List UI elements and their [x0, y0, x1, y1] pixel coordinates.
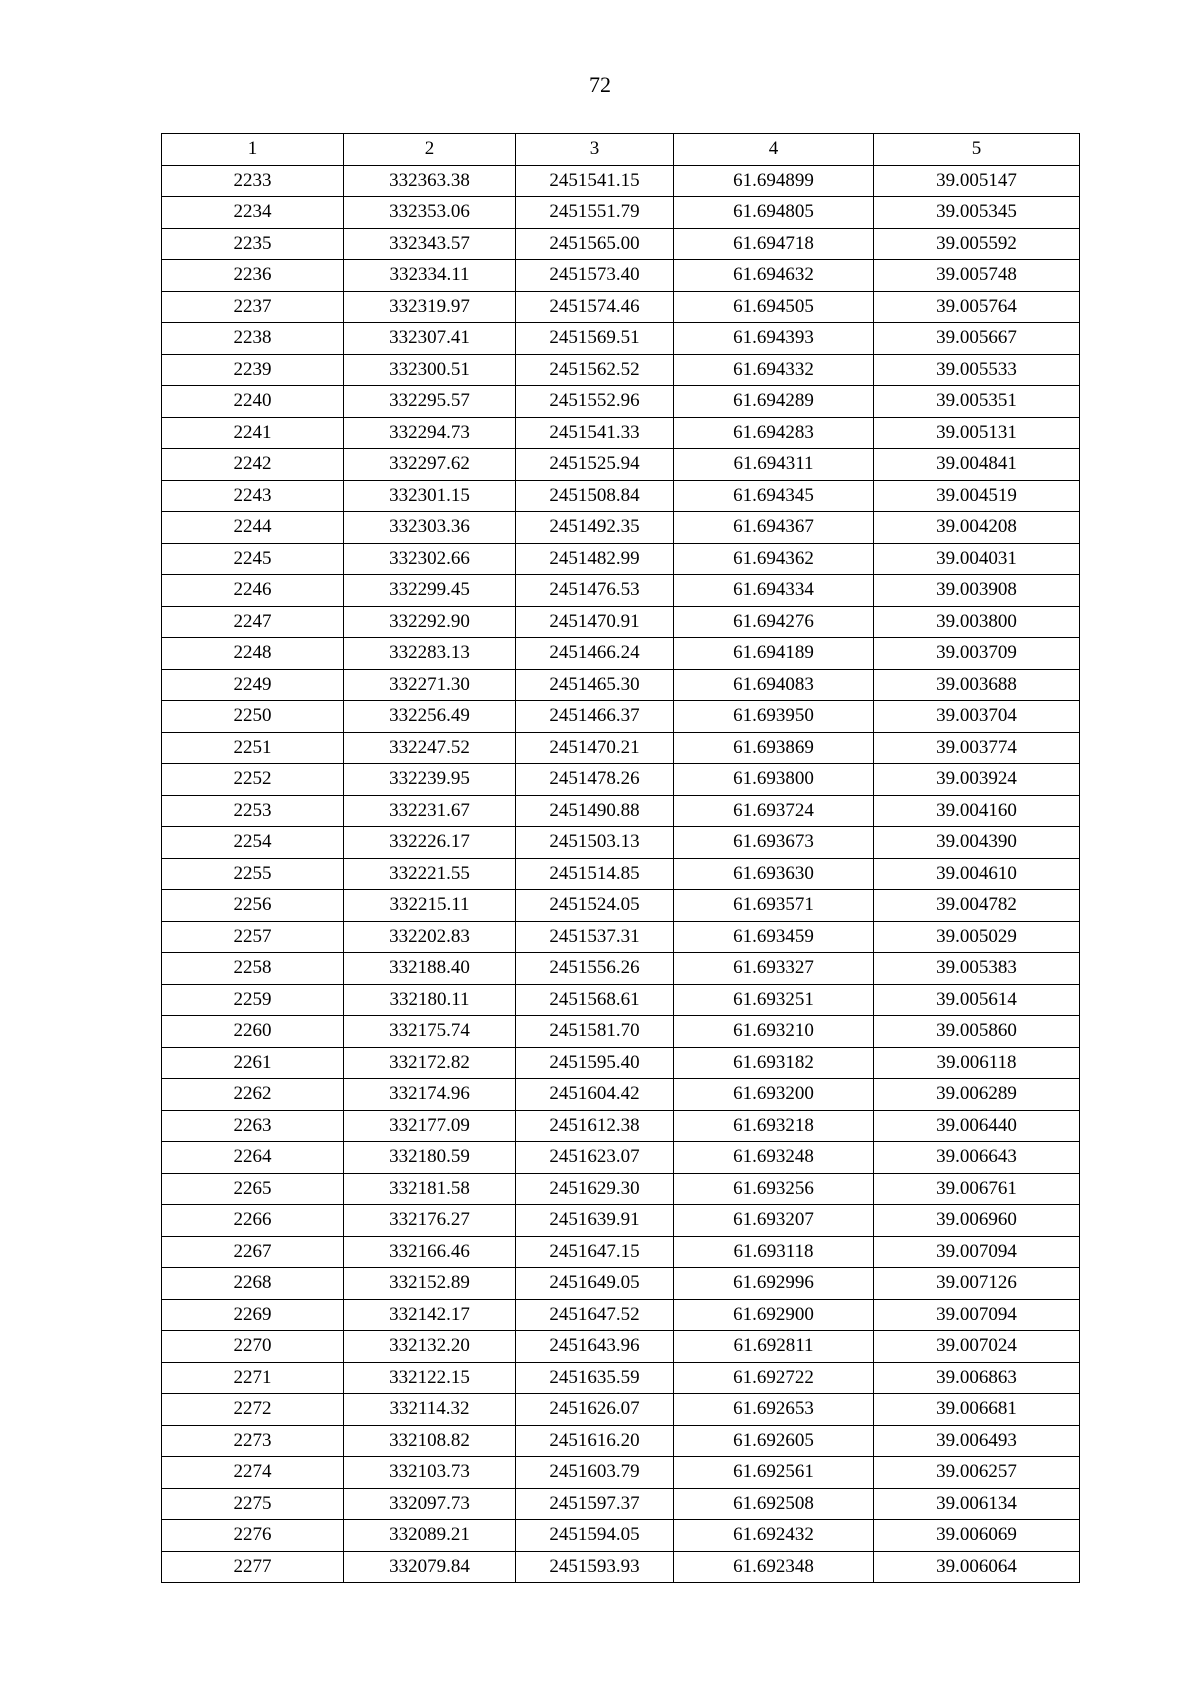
table-cell: 39.004031 — [874, 543, 1080, 575]
table-cell: 2242 — [162, 449, 344, 481]
table-cell: 332300.51 — [344, 354, 516, 386]
table-cell: 2276 — [162, 1520, 344, 1552]
table-cell: 332319.97 — [344, 291, 516, 323]
table-cell: 61.693950 — [674, 701, 874, 733]
table-cell: 332097.73 — [344, 1488, 516, 1520]
table-cell: 61.694083 — [674, 669, 874, 701]
table-cell: 2451492.35 — [516, 512, 674, 544]
table-cell: 39.005764 — [874, 291, 1080, 323]
table-cell: 39.007126 — [874, 1268, 1080, 1300]
table-cell: 2245 — [162, 543, 344, 575]
table-cell: 332302.66 — [344, 543, 516, 575]
table-cell: 332174.96 — [344, 1079, 516, 1111]
table-row — [162, 921, 1080, 953]
table-cell: 332297.62 — [344, 449, 516, 481]
table-cell: 61.694311 — [674, 449, 874, 481]
table-cell: 2274 — [162, 1457, 344, 1489]
table-cell: 39.004208 — [874, 512, 1080, 544]
table-cell: 61.694362 — [674, 543, 874, 575]
table-cell: 2451541.15 — [516, 165, 674, 197]
table-cell: 332089.21 — [344, 1520, 516, 1552]
table-row — [162, 732, 1080, 764]
table-cell: 2451597.37 — [516, 1488, 674, 1520]
table-cell: 61.694189 — [674, 638, 874, 670]
table-cell: 332188.40 — [344, 953, 516, 985]
table-cell: 61.694332 — [674, 354, 874, 386]
table-cell: 2451612.38 — [516, 1110, 674, 1142]
table-cell: 39.006440 — [874, 1110, 1080, 1142]
table-cell: 2451639.91 — [516, 1205, 674, 1237]
table-cell: 2451466.24 — [516, 638, 674, 670]
table-row — [162, 323, 1080, 355]
table-cell: 332239.95 — [344, 764, 516, 796]
table-cell: 39.006960 — [874, 1205, 1080, 1237]
table-cell: 61.693327 — [674, 953, 874, 985]
table-cell: 2254 — [162, 827, 344, 859]
table-cell: 2265 — [162, 1173, 344, 1205]
column-header: 4 — [674, 134, 874, 166]
table-row — [162, 197, 1080, 229]
table-cell: 39.007024 — [874, 1331, 1080, 1363]
table-cell: 2451647.52 — [516, 1299, 674, 1331]
table-cell: 332079.84 — [344, 1551, 516, 1583]
table-cell: 61.694805 — [674, 197, 874, 229]
table-cell: 39.006289 — [874, 1079, 1080, 1111]
table-row — [162, 1236, 1080, 1268]
column-header: 1 — [162, 134, 344, 166]
table-cell: 2451490.88 — [516, 795, 674, 827]
table-cell: 2270 — [162, 1331, 344, 1363]
table-cell: 332215.11 — [344, 890, 516, 922]
table-row — [162, 1425, 1080, 1457]
table-cell: 2451556.26 — [516, 953, 674, 985]
table-cell: 39.005383 — [874, 953, 1080, 985]
table-cell: 2451524.05 — [516, 890, 674, 922]
table-cell: 332256.49 — [344, 701, 516, 733]
table-cell: 2451568.61 — [516, 984, 674, 1016]
table-cell: 2266 — [162, 1205, 344, 1237]
table-cell: 39.005029 — [874, 921, 1080, 953]
table-cell: 39.005345 — [874, 197, 1080, 229]
table-cell: 332231.67 — [344, 795, 516, 827]
table-cell: 2250 — [162, 701, 344, 733]
table-cell: 61.692561 — [674, 1457, 874, 1489]
table-cell: 39.004610 — [874, 858, 1080, 890]
table-cell: 2277 — [162, 1551, 344, 1583]
table-cell: 2236 — [162, 260, 344, 292]
table-cell: 2252 — [162, 764, 344, 796]
table-cell: 332108.82 — [344, 1425, 516, 1457]
table-cell: 2258 — [162, 953, 344, 985]
table-cell: 39.006064 — [874, 1551, 1080, 1583]
table-cell: 39.004390 — [874, 827, 1080, 859]
table-cell: 39.006681 — [874, 1394, 1080, 1426]
table-cell: 2451616.20 — [516, 1425, 674, 1457]
table-cell: 332294.73 — [344, 417, 516, 449]
table-row — [162, 291, 1080, 323]
table-cell: 2239 — [162, 354, 344, 386]
table-row — [162, 984, 1080, 1016]
table-row — [162, 1079, 1080, 1111]
table-cell: 39.005667 — [874, 323, 1080, 355]
table-header-row — [162, 134, 1080, 166]
table-cell: 61.694899 — [674, 165, 874, 197]
table-cell: 39.004519 — [874, 480, 1080, 512]
table-cell: 61.694289 — [674, 386, 874, 418]
table-cell: 39.005860 — [874, 1016, 1080, 1048]
table-cell: 39.005592 — [874, 228, 1080, 260]
table-row — [162, 1142, 1080, 1174]
table-cell: 2451482.99 — [516, 543, 674, 575]
table-cell: 2263 — [162, 1110, 344, 1142]
table-cell: 2451573.40 — [516, 260, 674, 292]
table-row — [162, 386, 1080, 418]
table-cell: 332221.55 — [344, 858, 516, 890]
table-cell: 2451647.15 — [516, 1236, 674, 1268]
table-cell: 2259 — [162, 984, 344, 1016]
table-cell: 2256 — [162, 890, 344, 922]
table-cell: 332283.13 — [344, 638, 516, 670]
table-cell: 39.003704 — [874, 701, 1080, 733]
table-cell: 2260 — [162, 1016, 344, 1048]
table-cell: 2451595.40 — [516, 1047, 674, 1079]
table-cell: 39.005748 — [874, 260, 1080, 292]
table-cell: 61.693459 — [674, 921, 874, 953]
table-cell: 332103.73 — [344, 1457, 516, 1489]
table-cell: 2451565.00 — [516, 228, 674, 260]
table-cell: 39.005351 — [874, 386, 1080, 418]
table-row — [162, 701, 1080, 733]
table-cell: 332202.83 — [344, 921, 516, 953]
table-cell: 2261 — [162, 1047, 344, 1079]
table-cell: 61.694632 — [674, 260, 874, 292]
table-row — [162, 1047, 1080, 1079]
table-cell: 2451562.52 — [516, 354, 674, 386]
table-cell: 61.692811 — [674, 1331, 874, 1363]
table-cell: 2451629.30 — [516, 1173, 674, 1205]
table-cell: 2451574.46 — [516, 291, 674, 323]
table-cell: 61.693869 — [674, 732, 874, 764]
table-cell: 2451581.70 — [516, 1016, 674, 1048]
table-cell: 39.006643 — [874, 1142, 1080, 1174]
table-cell: 39.006863 — [874, 1362, 1080, 1394]
table-cell: 61.693118 — [674, 1236, 874, 1268]
table-cell: 61.692605 — [674, 1425, 874, 1457]
table-cell: 332334.11 — [344, 260, 516, 292]
table-cell: 39.005131 — [874, 417, 1080, 449]
table-cell: 2255 — [162, 858, 344, 890]
table-cell: 61.693200 — [674, 1079, 874, 1111]
table-cell: 61.694718 — [674, 228, 874, 260]
table-cell: 61.692432 — [674, 1520, 874, 1552]
table-row — [162, 764, 1080, 796]
table-cell: 2451478.26 — [516, 764, 674, 796]
table-cell: 332271.30 — [344, 669, 516, 701]
table-cell: 61.692653 — [674, 1394, 874, 1426]
table-cell: 2451569.51 — [516, 323, 674, 355]
table-cell: 61.694334 — [674, 575, 874, 607]
table-cell: 39.003709 — [874, 638, 1080, 670]
table-row — [162, 953, 1080, 985]
table-row — [162, 1016, 1080, 1048]
table-row — [162, 606, 1080, 638]
table-cell: 61.694393 — [674, 323, 874, 355]
table-cell: 2272 — [162, 1394, 344, 1426]
table-cell: 61.692900 — [674, 1299, 874, 1331]
table-cell: 2248 — [162, 638, 344, 670]
table-cell: 332292.90 — [344, 606, 516, 638]
table-cell: 39.004782 — [874, 890, 1080, 922]
table-cell: 2246 — [162, 575, 344, 607]
table-cell: 2451551.79 — [516, 197, 674, 229]
table-cell: 2451593.93 — [516, 1551, 674, 1583]
table-row — [162, 1110, 1080, 1142]
table-cell: 2235 — [162, 228, 344, 260]
table-cell: 2451537.31 — [516, 921, 674, 953]
table-row — [162, 795, 1080, 827]
table-cell: 61.694505 — [674, 291, 874, 323]
table-row — [162, 1457, 1080, 1489]
table-row — [162, 260, 1080, 292]
table-cell: 2234 — [162, 197, 344, 229]
table-cell: 61.693210 — [674, 1016, 874, 1048]
table-cell: 332303.36 — [344, 512, 516, 544]
table-cell: 2233 — [162, 165, 344, 197]
table-cell: 39.003800 — [874, 606, 1080, 638]
table-cell: 332180.59 — [344, 1142, 516, 1174]
table-cell: 332166.46 — [344, 1236, 516, 1268]
table-row — [162, 1268, 1080, 1300]
table-cell: 332299.45 — [344, 575, 516, 607]
column-header: 2 — [344, 134, 516, 166]
table-cell: 61.693673 — [674, 827, 874, 859]
table-cell: 2240 — [162, 386, 344, 418]
table-row — [162, 1173, 1080, 1205]
table-cell: 2257 — [162, 921, 344, 953]
table-cell: 39.006493 — [874, 1425, 1080, 1457]
table-cell: 39.005533 — [874, 354, 1080, 386]
table-row — [162, 1331, 1080, 1363]
table-cell: 39.006118 — [874, 1047, 1080, 1079]
table-cell: 332226.17 — [344, 827, 516, 859]
coordinates-table — [161, 133, 1080, 1583]
table-cell: 2451503.13 — [516, 827, 674, 859]
table-cell: 39.005147 — [874, 165, 1080, 197]
table-row — [162, 1205, 1080, 1237]
table-cell: 332172.82 — [344, 1047, 516, 1079]
table-cell: 61.693218 — [674, 1110, 874, 1142]
table-cell: 332247.52 — [344, 732, 516, 764]
table-cell: 61.692348 — [674, 1551, 874, 1583]
table-cell: 61.693207 — [674, 1205, 874, 1237]
table-cell: 61.693724 — [674, 795, 874, 827]
table-cell: 2241 — [162, 417, 344, 449]
table-cell: 332175.74 — [344, 1016, 516, 1048]
table-cell: 61.693182 — [674, 1047, 874, 1079]
table-cell: 2451476.53 — [516, 575, 674, 607]
table-cell: 2451626.07 — [516, 1394, 674, 1426]
table-row — [162, 827, 1080, 859]
table-cell: 61.694367 — [674, 512, 874, 544]
table-cell: 39.003924 — [874, 764, 1080, 796]
table-row — [162, 1520, 1080, 1552]
table-row — [162, 543, 1080, 575]
table-cell: 2269 — [162, 1299, 344, 1331]
table-cell: 2451649.05 — [516, 1268, 674, 1300]
table-cell: 39.003774 — [874, 732, 1080, 764]
table-cell: 2273 — [162, 1425, 344, 1457]
table-cell: 39.006134 — [874, 1488, 1080, 1520]
table-cell: 2268 — [162, 1268, 344, 1300]
column-header: 5 — [874, 134, 1080, 166]
table-cell: 332353.06 — [344, 197, 516, 229]
table-cell: 2451508.84 — [516, 480, 674, 512]
table-cell: 2451514.85 — [516, 858, 674, 890]
table-cell: 61.693571 — [674, 890, 874, 922]
table-cell: 39.005614 — [874, 984, 1080, 1016]
table-cell: 61.694345 — [674, 480, 874, 512]
table-cell: 2262 — [162, 1079, 344, 1111]
table-cell: 39.004841 — [874, 449, 1080, 481]
table-cell: 61.693256 — [674, 1173, 874, 1205]
table-row — [162, 575, 1080, 607]
table-cell: 2249 — [162, 669, 344, 701]
table-row — [162, 512, 1080, 544]
table-cell: 61.692508 — [674, 1488, 874, 1520]
table-cell: 39.006069 — [874, 1520, 1080, 1552]
table-cell: 61.693800 — [674, 764, 874, 796]
table-cell: 332142.17 — [344, 1299, 516, 1331]
table-cell: 2451470.91 — [516, 606, 674, 638]
table-cell: 2247 — [162, 606, 344, 638]
table-cell: 2267 — [162, 1236, 344, 1268]
table-cell: 2451466.37 — [516, 701, 674, 733]
table-row — [162, 638, 1080, 670]
table-cell: 2451465.30 — [516, 669, 674, 701]
table-cell: 332122.15 — [344, 1362, 516, 1394]
table-cell: 39.007094 — [874, 1299, 1080, 1331]
table-cell: 332152.89 — [344, 1268, 516, 1300]
table-cell: 332295.57 — [344, 386, 516, 418]
table-cell: 39.004160 — [874, 795, 1080, 827]
column-header: 3 — [516, 134, 674, 166]
table-body — [162, 165, 1080, 1583]
table-cell: 61.692996 — [674, 1268, 874, 1300]
table-cell: 332180.11 — [344, 984, 516, 1016]
table-cell: 2271 — [162, 1362, 344, 1394]
table-cell: 39.006257 — [874, 1457, 1080, 1489]
table-cell: 61.694276 — [674, 606, 874, 638]
table-row — [162, 1299, 1080, 1331]
table-cell: 332132.20 — [344, 1331, 516, 1363]
table-cell: 2451603.79 — [516, 1457, 674, 1489]
table-row — [162, 228, 1080, 260]
table-cell: 2451541.33 — [516, 417, 674, 449]
table-cell: 2264 — [162, 1142, 344, 1174]
table-cell: 332176.27 — [344, 1205, 516, 1237]
table-cell: 2451604.42 — [516, 1079, 674, 1111]
table-cell: 332363.38 — [344, 165, 516, 197]
table-row — [162, 1488, 1080, 1520]
table-cell: 39.003688 — [874, 669, 1080, 701]
table-cell: 2244 — [162, 512, 344, 544]
table-cell: 39.006761 — [874, 1173, 1080, 1205]
table-cell: 2451552.96 — [516, 386, 674, 418]
table-cell: 61.693248 — [674, 1142, 874, 1174]
table-row — [162, 890, 1080, 922]
table-cell: 332307.41 — [344, 323, 516, 355]
table-row — [162, 1394, 1080, 1426]
table-cell: 2237 — [162, 291, 344, 323]
table-cell: 2243 — [162, 480, 344, 512]
table-row — [162, 858, 1080, 890]
table-cell: 2275 — [162, 1488, 344, 1520]
table-cell: 332114.32 — [344, 1394, 516, 1426]
table-cell: 332177.09 — [344, 1110, 516, 1142]
table-cell: 2451594.05 — [516, 1520, 674, 1552]
table-row — [162, 1551, 1080, 1583]
table-cell: 2451643.96 — [516, 1331, 674, 1363]
table-row — [162, 449, 1080, 481]
table-cell: 2451635.59 — [516, 1362, 674, 1394]
table-cell: 332181.58 — [344, 1173, 516, 1205]
table-row — [162, 354, 1080, 386]
table-cell: 61.693630 — [674, 858, 874, 890]
table-row — [162, 165, 1080, 197]
table-row — [162, 417, 1080, 449]
table-row — [162, 480, 1080, 512]
table-cell: 2451623.07 — [516, 1142, 674, 1174]
table-cell: 61.692722 — [674, 1362, 874, 1394]
table-cell: 332343.57 — [344, 228, 516, 260]
table-cell: 2251 — [162, 732, 344, 764]
table-row — [162, 1362, 1080, 1394]
table-cell: 39.007094 — [874, 1236, 1080, 1268]
table-row — [162, 669, 1080, 701]
table-cell: 61.693251 — [674, 984, 874, 1016]
table-cell: 2451525.94 — [516, 449, 674, 481]
table-cell: 2451470.21 — [516, 732, 674, 764]
table-cell: 39.003908 — [874, 575, 1080, 607]
table-cell: 61.694283 — [674, 417, 874, 449]
table-cell: 332301.15 — [344, 480, 516, 512]
table-cell: 2238 — [162, 323, 344, 355]
page-number: 72 — [589, 72, 611, 97]
table-cell: 2253 — [162, 795, 344, 827]
